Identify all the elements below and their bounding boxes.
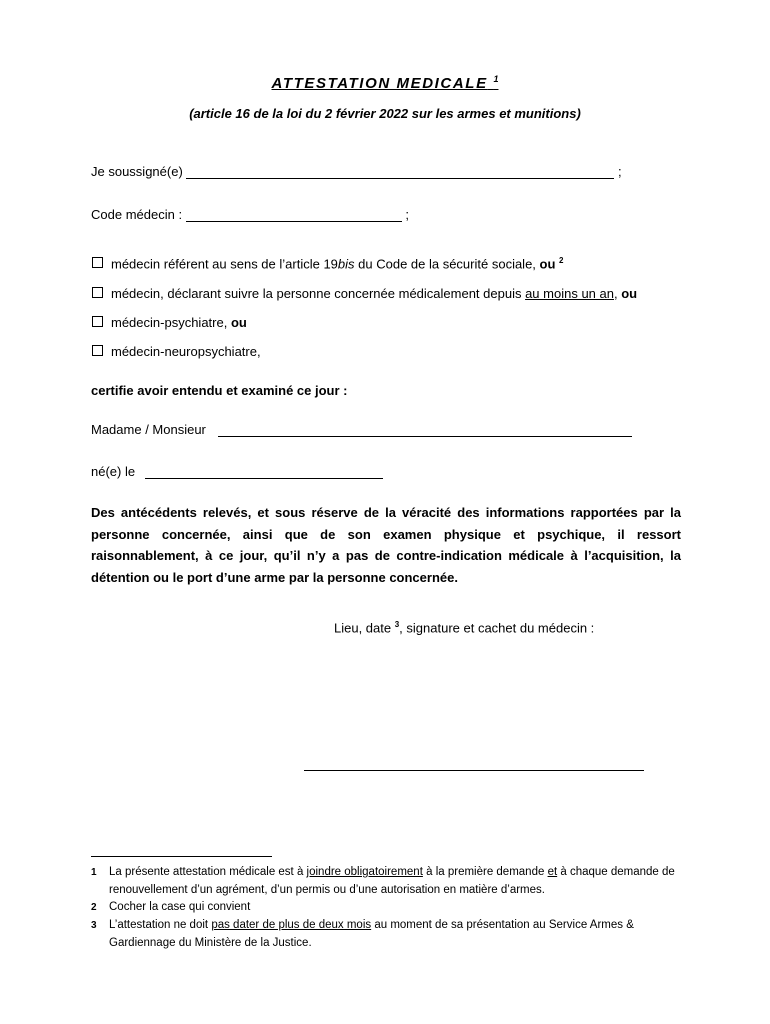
- footnote-2-number: 2: [91, 902, 97, 913]
- footnote-ref-2: 2: [559, 256, 564, 265]
- option-psychiatrist: [92, 315, 247, 330]
- footnote-1-underlined: joindre obligatoirement: [306, 866, 423, 878]
- footnote-3-text-end: au moment de sa présentation au Service Armes & Gardiennage du Ministère de la Justice.: [109, 919, 634, 949]
- option-referent-text-end: du Code de la sécurité sociale,: [354, 256, 540, 272]
- undersigned-field[interactable]: [186, 165, 614, 179]
- footnote-1-underlined-et: et: [547, 866, 558, 878]
- footnote-3-number: 3: [91, 920, 97, 931]
- undersigned-row: [91, 164, 622, 179]
- medical-statement: Des antécédents relevés, et sous réserve de la véracité des informations rapportées par la personne concernée, ainsi que de son examen physique et psychique, il ressort raisonnablement, à ce jour, qu’il n’y a pas de contre-indication médicale à l’acquisition, la détention ou le port d’une arme par la personne concernée.: [91, 505, 681, 585]
- patient-name-label: Madame / Monsieur: [91, 422, 206, 437]
- doctor-code-field[interactable]: [186, 208, 402, 222]
- signature-label-pre: Lieu, date: [334, 620, 395, 636]
- option-neuropsychiatrist-text: médecin-neuropsychiatre,: [111, 344, 261, 359]
- footnotes: [0, 864, 770, 954]
- footnote-1-text-end: à chaque demande de renouvellement d’un agrément, d’un permis ou d’une autorisation en matière d’armes.: [109, 866, 675, 896]
- option-follow-up-underlined: au moins un an: [525, 286, 614, 301]
- signature-label-post: , signature et cachet du médecin :: [399, 620, 595, 636]
- option-follow-up-comma: ,: [613, 286, 622, 301]
- option-psychiatrist-text: médecin-psychiatre,: [111, 315, 231, 330]
- footnote-1: [109, 864, 684, 899]
- option-referent: [92, 256, 564, 271]
- option-follow-up: [92, 286, 637, 301]
- undersigned-end: ;: [618, 164, 622, 179]
- checkbox-psychiatrist[interactable]: [92, 316, 103, 327]
- signature-line[interactable]: [304, 770, 644, 771]
- option-follow-up-or: ou: [621, 286, 638, 301]
- patient-name-row: [91, 422, 632, 437]
- footnote-3: [109, 917, 684, 952]
- footnote-separator: [91, 856, 272, 857]
- footnote-3-text: L’attestation ne doit: [109, 919, 212, 931]
- title-footnote-ref: 1: [493, 74, 499, 84]
- footnote-1-text-mid: à la première demande: [422, 866, 548, 878]
- option-referent-text: médecin référent au sens de l’article 19: [111, 256, 338, 272]
- option-follow-up-text: médecin, déclarant suivre la personne concernée médicalement depuis: [111, 286, 526, 301]
- checkbox-follow-up[interactable]: [92, 287, 103, 298]
- checkbox-neuropsychiatrist[interactable]: [92, 345, 103, 356]
- footnote-ref-3: 3: [394, 620, 400, 629]
- certify-statement: certifie avoir entendu et examiné ce jour :: [91, 383, 348, 398]
- doctor-code-label: Code médecin :: [91, 207, 183, 222]
- title-text: ATTESTATION MEDICALE: [271, 75, 488, 92]
- doctor-code-end: ;: [405, 207, 409, 222]
- document-subtitle: (article 16 de la loi du 2 février 2022 sur les armes et munitions): [189, 106, 581, 121]
- signature-label: [334, 620, 594, 635]
- checkbox-referent[interactable]: [92, 257, 103, 268]
- option-referent-italic: bis: [337, 256, 355, 272]
- birth-date-field[interactable]: [145, 465, 383, 479]
- option-referent-or: ou: [539, 256, 556, 272]
- birth-date-row: [91, 464, 383, 479]
- undersigned-label: Je soussigné(e): [91, 164, 183, 179]
- document-title: [0, 74, 770, 92]
- option-neuropsychiatrist: [92, 344, 261, 359]
- patient-name-field[interactable]: [218, 423, 632, 437]
- footnote-1-text: La présente attestation médicale est à: [109, 866, 307, 878]
- option-psychiatrist-or: ou: [230, 315, 247, 330]
- footnote-1-number: 1: [91, 867, 97, 878]
- footnote-3-underlined: pas dater de plus de deux mois: [211, 919, 372, 931]
- footnote-2: Cocher la case qui convient: [109, 901, 251, 913]
- birth-date-label: né(e) le: [91, 464, 136, 479]
- doctor-code-row: [91, 207, 409, 222]
